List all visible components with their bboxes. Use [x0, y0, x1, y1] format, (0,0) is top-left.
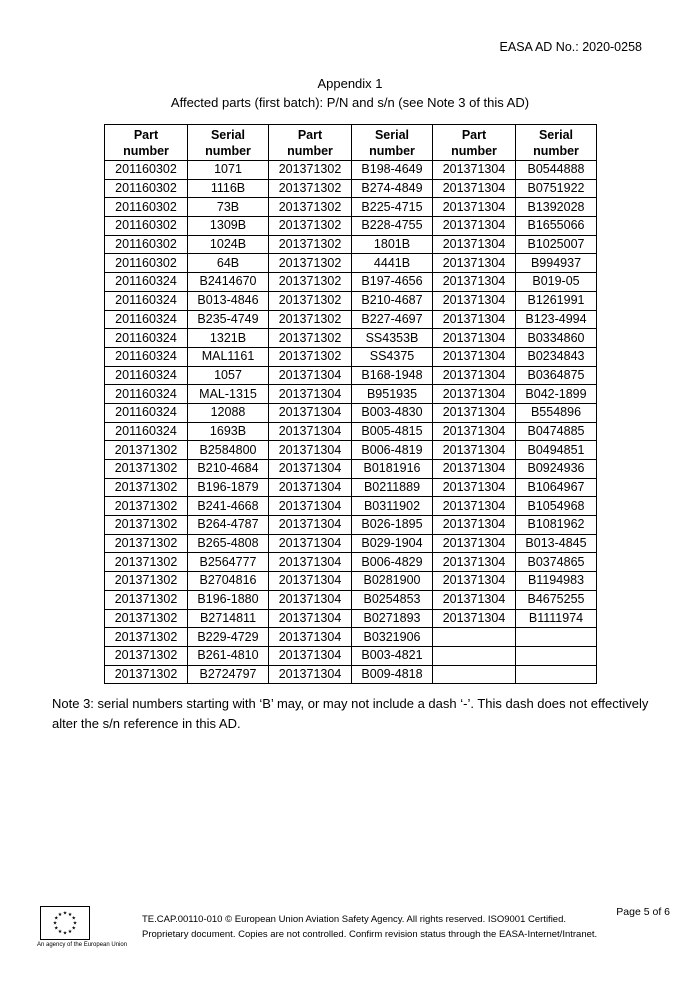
part-number-cell: 201371304	[433, 422, 516, 441]
part-number-cell: 201371304	[269, 460, 352, 479]
serial-number-cell: B241-4668	[188, 497, 269, 516]
serial-number-cell: B0311902	[352, 497, 433, 516]
serial-number-cell: B0474885	[516, 422, 597, 441]
part-number-cell: 201160324	[105, 347, 188, 366]
serial-number-cell: 73B	[188, 198, 269, 217]
serial-number-cell: B168-1948	[352, 366, 433, 385]
part-number-cell: 201371302	[269, 291, 352, 310]
serial-number-cell	[516, 665, 597, 684]
part-number-cell: 201371302	[105, 441, 188, 460]
table-row	[105, 646, 597, 665]
serial-number-cell: B2564777	[188, 553, 269, 572]
part-number-cell: 201371304	[269, 385, 352, 404]
star-icon: ★	[62, 930, 68, 937]
part-number-cell: 201371304	[433, 291, 516, 310]
serial-number-cell: B1064967	[516, 478, 597, 497]
part-number-cell: 201371304	[269, 534, 352, 553]
serial-number-cell: B029-1904	[352, 534, 433, 553]
part-number-cell: 201371304	[269, 628, 352, 647]
part-number-cell: 201371302	[269, 273, 352, 292]
col-header-part-number: Part number	[433, 125, 516, 161]
serial-number-cell: B0181916	[352, 460, 433, 479]
star-icon: ★	[67, 929, 73, 936]
part-number-cell: 201371304	[433, 572, 516, 591]
part-number-cell: 201371304	[433, 366, 516, 385]
part-number-cell: 201371304	[433, 553, 516, 572]
table-row	[105, 161, 597, 180]
appendix-heading	[0, 74, 700, 112]
part-number-cell: 201371302	[269, 310, 352, 329]
col-header-serial-number: Serial number	[352, 125, 433, 161]
part-number-cell: 201371304	[269, 516, 352, 535]
part-number-cell: 201371302	[269, 217, 352, 236]
serial-number-cell: B003-4821	[352, 646, 433, 665]
star-icon: ★	[52, 920, 58, 927]
star-icon: ★	[62, 910, 68, 917]
part-number-cell: 201160302	[105, 198, 188, 217]
part-number-cell: 201371304	[269, 497, 352, 516]
serial-number-cell: B0364875	[516, 366, 597, 385]
serial-number-cell: 64B	[188, 254, 269, 273]
serial-number-cell: B951935	[352, 385, 433, 404]
serial-number-cell: B0494851	[516, 441, 597, 460]
appendix-title: Appendix 1	[317, 76, 383, 91]
serial-number-cell: B123-4994	[516, 310, 597, 329]
part-number-cell: 201371302	[269, 329, 352, 348]
serial-number-cell: 1309B	[188, 217, 269, 236]
col-header-serial-number: Serial number	[516, 125, 597, 161]
agency-text: An agency of the European Union	[37, 942, 128, 948]
star-icon: ★	[57, 911, 63, 918]
serial-number-cell: B0234843	[516, 347, 597, 366]
serial-number-cell: B994937	[516, 254, 597, 273]
table-row	[105, 217, 597, 236]
part-number-cell: 201160324	[105, 385, 188, 404]
table-row	[105, 235, 597, 254]
star-icon: ★	[71, 915, 76, 922]
serial-number-cell: B042-1899	[516, 385, 597, 404]
part-number-cell: 201160302	[105, 161, 188, 180]
serial-number-cell: B228-4755	[352, 217, 433, 236]
part-number-cell: 201371304	[433, 217, 516, 236]
serial-number-cell: B1392028	[516, 198, 597, 217]
appendix-subtitle: Affected parts (first batch): P/N and s/n (see Note 3 of this AD)	[170, 95, 530, 110]
part-number-cell: 201160302	[105, 254, 188, 273]
part-number-cell: 201371304	[433, 516, 516, 535]
part-number-cell: 201371304	[433, 235, 516, 254]
serial-number-cell: B003-4830	[352, 403, 433, 422]
serial-number-cell: B006-4819	[352, 441, 433, 460]
serial-number-cell: B264-4787	[188, 516, 269, 535]
part-number-cell: 201371304	[433, 609, 516, 628]
serial-number-cell: B0751922	[516, 179, 597, 198]
serial-number-cell: B1081962	[516, 516, 597, 535]
serial-number-cell: B0334860	[516, 329, 597, 348]
part-number-cell: 201160324	[105, 310, 188, 329]
part-number-cell	[433, 646, 516, 665]
serial-number-cell: B2714811	[188, 609, 269, 628]
table-row	[105, 478, 597, 497]
serial-number-cell: B198-4649	[352, 161, 433, 180]
serial-number-cell: B554896	[516, 403, 597, 422]
part-number-cell: 201371304	[433, 385, 516, 404]
col-header-part-number: Part number	[105, 125, 188, 161]
part-number-cell: 201371304	[433, 179, 516, 198]
serial-number-cell: 1057	[188, 366, 269, 385]
part-number-cell: 201371304	[433, 161, 516, 180]
serial-number-cell: B1054968	[516, 497, 597, 516]
table-row	[105, 385, 597, 404]
serial-number-cell: B225-4715	[352, 198, 433, 217]
part-number-cell: 201160324	[105, 329, 188, 348]
table-row	[105, 553, 597, 572]
part-number-cell: 201371304	[433, 478, 516, 497]
part-number-cell: 201371304	[269, 646, 352, 665]
eu-flag-icon	[40, 906, 90, 940]
serial-number-cell: B0254853	[352, 590, 433, 609]
part-number-cell: 201371302	[105, 460, 188, 479]
table-row	[105, 441, 597, 460]
note-3: Note 3: serial numbers starting with ‘B’ may, or may not include a dash ‘-’. This dash does not effectively alter the s/n reference in this AD.	[52, 696, 649, 731]
star-icon: ★	[71, 925, 76, 932]
serial-number-cell: 1321B	[188, 329, 269, 348]
part-number-cell: 201371302	[105, 609, 188, 628]
table-row	[105, 422, 597, 441]
part-number-cell: 201371304	[269, 553, 352, 572]
serial-number-cell: B0321906	[352, 628, 433, 647]
part-number-cell: 201371304	[433, 403, 516, 422]
part-number-cell: 201371302	[105, 572, 188, 591]
part-number-cell: 201371304	[433, 534, 516, 553]
table-row	[105, 347, 597, 366]
serial-number-cell: SS4353B	[352, 329, 433, 348]
part-number-cell: 201371302	[105, 553, 188, 572]
part-number-cell: 201371304	[269, 441, 352, 460]
part-number-cell: 201371304	[433, 310, 516, 329]
serial-number-cell: B2414670	[188, 273, 269, 292]
table-row	[105, 460, 597, 479]
serial-number-cell: B026-1895	[352, 516, 433, 535]
serial-number-cell: B2584800	[188, 441, 269, 460]
part-number-cell: 201371304	[433, 347, 516, 366]
table-row	[105, 179, 597, 198]
ad-number: EASA AD No.: 2020-0258	[499, 40, 642, 54]
serial-number-cell: B2704816	[188, 572, 269, 591]
star-icon: ★	[72, 920, 78, 927]
serial-number-cell: B2724797	[188, 665, 269, 684]
footer-line-1: TE.CAP.00110-010 © European Union Aviation Safety Agency. All rights reserved. ISO9001 Certified.	[142, 914, 567, 925]
part-number-cell: 201371302	[105, 590, 188, 609]
serial-number-cell: B235-4749	[188, 310, 269, 329]
part-number-cell: 201371304	[269, 422, 352, 441]
col-header-serial-number: Serial number	[188, 125, 269, 161]
part-number-cell: 201371304	[433, 329, 516, 348]
serial-number-cell: B1194983	[516, 572, 597, 591]
part-number-cell: 201371304	[433, 273, 516, 292]
part-number-cell: 201160302	[105, 235, 188, 254]
serial-number-cell: 1024B	[188, 235, 269, 254]
serial-number-cell: B227-4697	[352, 310, 433, 329]
part-number-cell: 201160302	[105, 217, 188, 236]
part-number-cell: 201371304	[269, 665, 352, 684]
part-number-cell	[433, 665, 516, 684]
serial-number-cell: B265-4808	[188, 534, 269, 553]
serial-number-cell: B005-4815	[352, 422, 433, 441]
serial-number-cell	[516, 628, 597, 647]
serial-number-cell: B196-1879	[188, 478, 269, 497]
table-row	[105, 329, 597, 348]
table-row	[105, 366, 597, 385]
serial-number-cell: B4675255	[516, 590, 597, 609]
serial-number-cell: B009-4818	[352, 665, 433, 684]
serial-number-cell: B274-4849	[352, 179, 433, 198]
table-row	[105, 572, 597, 591]
serial-number-cell: B196-1880	[188, 590, 269, 609]
table-row	[105, 609, 597, 628]
part-number-cell: 201371302	[105, 534, 188, 553]
part-number-cell: 201371304	[269, 590, 352, 609]
table-row	[105, 628, 597, 647]
part-number-cell: 201371304	[433, 198, 516, 217]
table-row	[105, 310, 597, 329]
part-number-cell: 201371302	[269, 235, 352, 254]
table-header-row	[105, 125, 597, 161]
serial-number-cell: B1261991	[516, 291, 597, 310]
serial-number-cell: B261-4810	[188, 646, 269, 665]
serial-number-cell: B019-05	[516, 273, 597, 292]
serial-number-cell	[516, 646, 597, 665]
serial-number-cell: B210-4687	[352, 291, 433, 310]
part-number-cell: 201371302	[105, 628, 188, 647]
serial-number-cell: B0374865	[516, 553, 597, 572]
part-number-cell: 201371304	[433, 590, 516, 609]
table-row	[105, 273, 597, 292]
part-number-cell: 201371302	[105, 516, 188, 535]
star-icon: ★	[54, 915, 59, 922]
serial-number-cell: B1025007	[516, 235, 597, 254]
serial-number-cell: B229-4729	[188, 628, 269, 647]
part-number-cell: 201371302	[105, 646, 188, 665]
part-number-cell: 201371304	[433, 441, 516, 460]
page-number: Page 5 of 6	[616, 906, 670, 918]
table-row	[105, 403, 597, 422]
serial-number-cell: 1116B	[188, 179, 269, 198]
part-number-cell: 201371304	[433, 254, 516, 273]
part-number-cell: 201371304	[269, 609, 352, 628]
col-header-part-number: Part number	[269, 125, 352, 161]
serial-number-cell: B1111974	[516, 609, 597, 628]
table-row	[105, 497, 597, 516]
table-row	[105, 516, 597, 535]
serial-number-cell: MAL-1315	[188, 385, 269, 404]
part-number-cell: 201371304	[269, 403, 352, 422]
serial-number-cell: B006-4829	[352, 553, 433, 572]
part-number-cell: 201160324	[105, 366, 188, 385]
serial-number-cell: B0211889	[352, 478, 433, 497]
footer-line-2: Proprietary document. Copies are not controlled. Confirm revision status through the EASA-Internet/Intranet.	[142, 929, 598, 940]
table-body	[105, 161, 597, 684]
part-number-cell: 201371302	[269, 254, 352, 273]
part-number-cell: 201371304	[433, 497, 516, 516]
serial-number-cell: 1693B	[188, 422, 269, 441]
star-icon: ★	[54, 925, 59, 932]
part-number-cell: 201371304	[269, 366, 352, 385]
part-number-cell: 201371302	[105, 665, 188, 684]
part-number-cell: 201371304	[433, 460, 516, 479]
serial-number-cell: SS4375	[352, 347, 433, 366]
table-row	[105, 254, 597, 273]
serial-number-cell: B210-4684	[188, 460, 269, 479]
table-row	[105, 198, 597, 217]
table-row	[105, 590, 597, 609]
part-number-cell: 201160324	[105, 273, 188, 292]
part-number-cell	[433, 628, 516, 647]
serial-number-cell: B0271893	[352, 609, 433, 628]
serial-number-cell: 1801B	[352, 235, 433, 254]
serial-number-cell: 4441B	[352, 254, 433, 273]
part-number-cell: 201371302	[269, 347, 352, 366]
part-number-cell: 201160324	[105, 422, 188, 441]
star-icon: ★	[67, 911, 73, 918]
serial-number-cell: B0281900	[352, 572, 433, 591]
part-number-cell: 201371302	[105, 497, 188, 516]
part-number-cell: 201371302	[105, 478, 188, 497]
serial-number-cell: B197-4656	[352, 273, 433, 292]
serial-number-cell: B013-4845	[516, 534, 597, 553]
serial-number-cell: 12088	[188, 403, 269, 422]
table-row	[105, 291, 597, 310]
part-number-cell: 201371302	[269, 161, 352, 180]
star-icon: ★	[57, 929, 63, 936]
part-number-cell: 201160324	[105, 291, 188, 310]
affected-parts-table	[104, 124, 597, 684]
table-row	[105, 665, 597, 684]
part-number-cell: 201371304	[269, 478, 352, 497]
part-number-cell: 201371302	[269, 179, 352, 198]
footer-text	[142, 912, 597, 942]
serial-number-cell: B013-4846	[188, 291, 269, 310]
serial-number-cell: B0924936	[516, 460, 597, 479]
table-row	[105, 534, 597, 553]
part-number-cell: 201160302	[105, 179, 188, 198]
serial-number-cell: B0544888	[516, 161, 597, 180]
part-number-cell: 201160324	[105, 403, 188, 422]
part-number-cell: 201371304	[269, 572, 352, 591]
part-number-cell: 201371302	[269, 198, 352, 217]
serial-number-cell: 1071	[188, 161, 269, 180]
serial-number-cell: B1655066	[516, 217, 597, 236]
serial-number-cell: MAL1161	[188, 347, 269, 366]
